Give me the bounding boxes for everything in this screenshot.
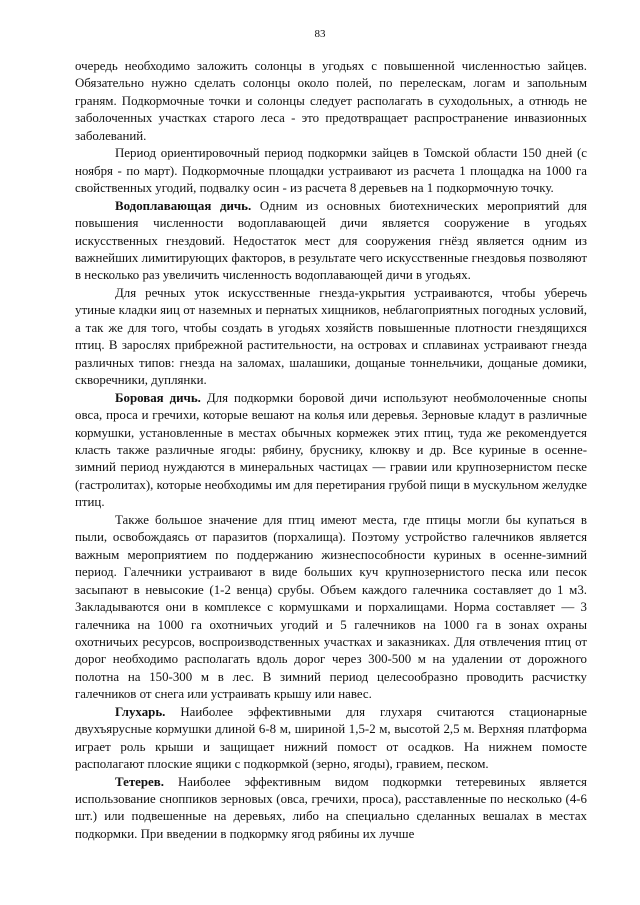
- paragraph-text: Наиболее эффективными для глухаря считаются стационарные двухъярусные кормушки длиной 6-8 м, шириной 1,5-2 м, высотой 2,5 м. Верхняя платформа играет роль крыши и защищает нижний помост от осадков. На нижнем помосте располагают плоские ящики с подкормкой (зерно, ягоды), гравием, песком.: [75, 704, 587, 772]
- section-heading: Глухарь.: [115, 704, 166, 719]
- paragraph-text: очередь необходимо заложить солонцы в угодьях с повышенной численностью зайцев. Обязательно нужно сделать солонцы около полей, по перелескам, логам и запольным граням. Подкормочные точки и солонцы следует располагать в суходольных, а отнюдь не заболоченных участках старого леса - это предотвращает распространение инвазионных заболеваний.: [75, 59, 587, 143]
- paragraph-text: Для подкормки боровой дичи используют необмолоченные снопы овса, проса и гречихи, которые вешают на колья или деревья. Зерновые кладут в различные кормушки, установленные в местах обычных кормежек этих птиц, туда же рекомендуется класть также различные ягоды: рябину, бруснику, клюкву и др. Все куриные в осенне-зимний период нуждаются в минеральных частицах — гравии или крупнозернистом песке (гастролитах), которые необходимы им для перетирания грубой пищи в мускульном желудке птиц.: [75, 390, 588, 510]
- paragraph-text: Период ориентировочный период подкормки зайцев в Томской области 150 дней (с ноября - по март). Подкормочные площадки устраивают из расчета 1 площадка на 1000 га свойственных угодий, подвалку осин - из расчета 8 деревьев на 1 подкормочную точку.: [75, 146, 587, 196]
- paragraph-ducks: [75, 285, 587, 390]
- paragraph-hare-feeding-period: [75, 145, 587, 197]
- paragraph-text: Для речных уток искусственные гнезда-укрытия устраиваются, чтобы уберечь утиные кладки яиц от наземных и пернатых хищников, неблагоприятных погодных условий, а так же для того, чтобы создать в угодьях хозяйств повышенные плотности гнездящихся птиц. В зарослях прибрежной растительности, на островах и сплавинах устраивают гнезда различных типов: гнезда на заломах, шалашики, дощаные тоннельчики, дощаные домики, скворечники, дуплянки.: [75, 285, 587, 388]
- paragraph-text: Также большое значение для птиц имеют места, где птицы могли бы купаться в пыли, освобождаясь от паразитов (порхалища). Поэтому устройство галечников является важным мероприятием по поддержанию жизнеспособности куриных в осенне-зимний период. Галечники устраивают в виде больших куч крупнозернистого песка или песок засыпают в невысокие (1-2 венца) срубы. Объем каждого галечника составляет до 1 м3. Закладываются они в комплексе с кормушками и порхалищами. Норма составляет — 3 галечника на 1000 га охотничьих угодий и 5 галечников на 1000 га в зонах охраны охотничьих ресурсов, воспроизводственных участках и заказниках. Для отвлечения птиц от дорог необходимо располагать вдоль дорог через 300-500 м на удалении от дорожного полотна на 150-300 м в лес. В зимний период целесообразно проводить расчистку галечников от снега или устраивать крышу или навес.: [75, 512, 587, 702]
- body-text: [75, 58, 587, 843]
- paragraph-black-grouse: [75, 774, 587, 844]
- paragraph-waterfowl: [75, 198, 587, 285]
- section-heading: Тетерев.: [115, 774, 164, 789]
- paragraph-text: Одним из основных биотехнических мероприятий для повышения численности водоплавающей дичи является сооружение в угодьях искусственных гнездовий. Недостаток мест для сооружения гнёзд является одним из важнейших лимитирующих факторов, в результате чего искусственные гнездовья позволяют в несколько раз увеличить численность водоплавающей дичи в угодьях.: [75, 198, 587, 283]
- page-number: 83: [314, 28, 326, 40]
- paragraph-gravel-beds: [75, 512, 587, 704]
- section-heading: Боровая дичь.: [115, 390, 201, 405]
- section-heading: Водоплавающая дичь.: [115, 198, 252, 213]
- paragraph-capercaillie: [75, 704, 587, 774]
- paragraph-continuation: [75, 58, 587, 145]
- paragraph-text: Наиболее эффективным видом подкормки тетеревиных является использование сноппиков зерновых (овса, гречихи, проса), расставленные по несколько (4-6 шт.) или подвешенные на деревьях, либо на специально сделанных вешалах в местах подкормки. При введении в подкормку ягод рябины их лучше: [75, 774, 587, 841]
- paragraph-upland-game: [75, 390, 587, 512]
